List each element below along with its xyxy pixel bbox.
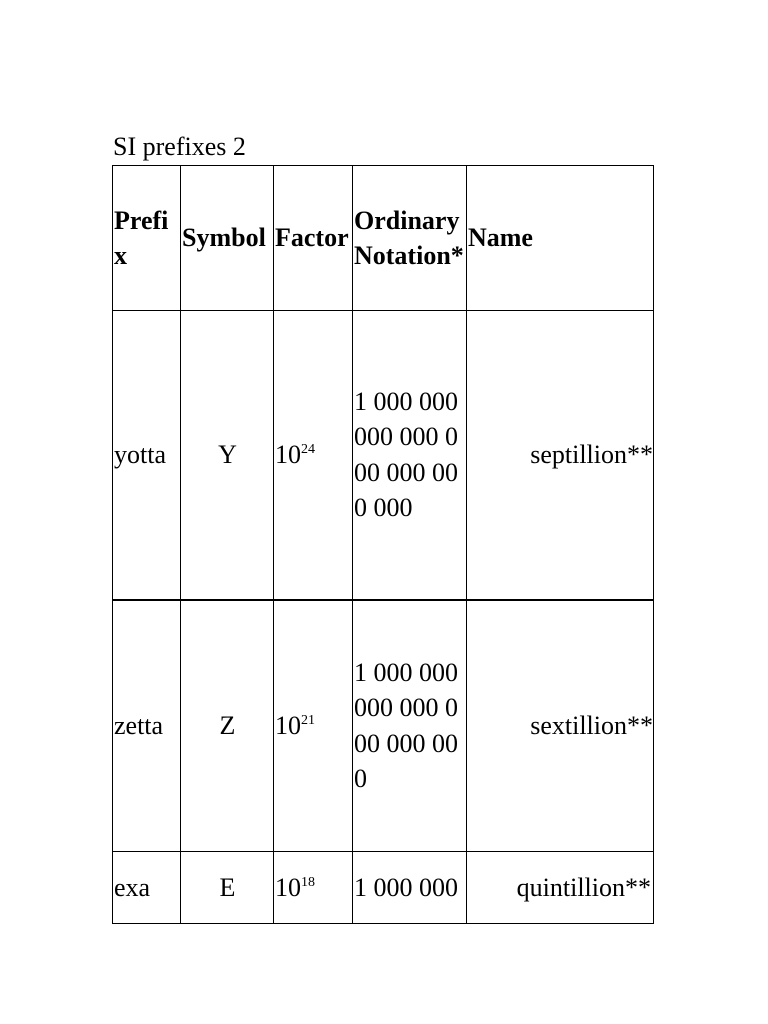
header-prefix: Prefix <box>113 166 181 311</box>
si-prefixes-table <box>112 165 654 924</box>
header-symbol: Symbol <box>181 166 274 311</box>
factor-base: 10 <box>275 872 301 902</box>
cell-symbol: Z <box>181 600 274 852</box>
cell-ordinary-notation: 1 000 000 <box>353 852 467 924</box>
table-row <box>113 852 654 924</box>
cell-ordinary-notation: 1 000 000 000 000 000 000 000 000 <box>353 311 467 600</box>
table-row <box>113 311 654 600</box>
table-caption: SI prefixes 2 <box>113 132 246 161</box>
header-ordinary-notation: Ordinary Notation* <box>353 166 467 311</box>
cell-ordinary-notation: 1 000 000 000 000 000 000 000 <box>353 600 467 852</box>
cell-name: septillion** <box>467 311 654 600</box>
header-name: Name <box>467 166 654 311</box>
cell-name: sextillion** <box>467 600 654 852</box>
cell-factor <box>274 311 353 600</box>
cell-prefix: exa <box>113 852 181 924</box>
cell-name: quintillion** <box>467 852 654 924</box>
factor-exponent: 24 <box>301 442 315 457</box>
cell-prefix: zetta <box>113 600 181 852</box>
factor-base: 10 <box>275 440 301 469</box>
factor-exponent: 18 <box>301 874 315 890</box>
cell-prefix: yotta <box>113 311 181 600</box>
cell-factor <box>274 600 353 852</box>
cell-symbol: Y <box>181 311 274 600</box>
cell-symbol: E <box>181 852 274 924</box>
factor-base: 10 <box>275 711 301 740</box>
table-header-row <box>113 166 654 311</box>
factor-exponent: 21 <box>301 713 315 728</box>
header-factor: Factor <box>274 166 353 311</box>
cell-factor <box>274 852 353 924</box>
table-row <box>113 600 654 852</box>
